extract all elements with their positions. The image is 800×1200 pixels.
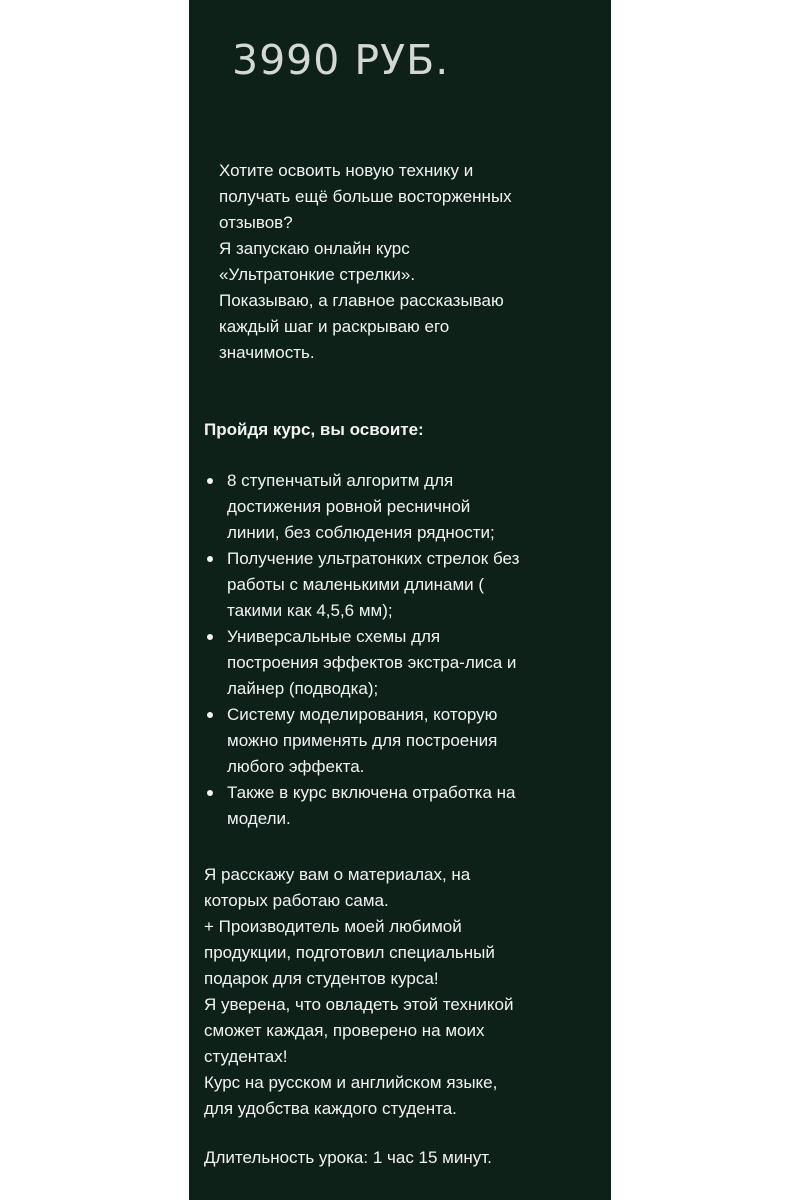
intro-line: Хотите освоить новую технику и <box>219 161 474 180</box>
intro-line: Я запускаю онлайн курс <box>219 239 410 258</box>
bullet-icon <box>207 712 213 718</box>
outro-line: Курс на русском и английском языке, <box>204 1073 498 1092</box>
outro-line: которых работаю сама. <box>204 891 389 910</box>
list-item-line: лайнер (подводка); <box>227 679 379 698</box>
course-benefits-list <box>204 468 599 832</box>
lesson-duration: Длительность урока: 1 час 15 минут. <box>204 1148 492 1167</box>
outro-line: продукции, подготовил специальный <box>204 943 495 962</box>
bullet-icon <box>207 634 213 640</box>
outro-text <box>204 862 599 1122</box>
outro-line: подарок для студентов курса! <box>204 969 439 988</box>
intro-line: значимость. <box>219 343 315 362</box>
list-item <box>204 546 599 624</box>
outro-line: для удобства каждого студента. <box>204 1099 457 1118</box>
outro-line: + Производитель моей любимой <box>204 917 462 936</box>
bullet-icon <box>207 556 213 562</box>
list-item-line: модели. <box>227 809 291 828</box>
intro-text <box>219 158 594 366</box>
intro-line: «Ультратонкие стрелки». <box>219 265 416 284</box>
list-item-line: такими как 4,5,6 мм); <box>227 601 393 620</box>
intro-line: получать ещё больше восторженных <box>219 187 512 206</box>
list-item <box>204 780 599 832</box>
bullet-icon <box>207 478 213 484</box>
list-item-line: Получение ультратонких стрелок без <box>227 549 520 568</box>
intro-line: Показываю, а главное рассказываю <box>219 291 504 310</box>
list-item-line: достижения ровной ресничной <box>227 497 471 516</box>
outro-line: сможет каждая, проверено на моих <box>204 1021 485 1040</box>
list-item-line: Систему моделирования, которую <box>227 705 498 724</box>
intro-line: каждый шаг и раскрываю его <box>219 317 450 336</box>
list-item-line: Универсальные схемы для <box>227 627 441 646</box>
list-item <box>204 702 599 780</box>
list-item-line: 8 ступенчатый алгоритм для <box>227 471 454 490</box>
price-title: 3990 РУБ. <box>232 36 450 84</box>
course-card <box>189 0 611 1200</box>
outro-line: Я уверена, что овладеть этой техникой <box>204 995 514 1014</box>
list-item <box>204 624 599 702</box>
list-item-line: построения эффектов экстра-лиса и <box>227 653 517 672</box>
list-item-line: работы с маленькими длинами ( <box>227 575 485 594</box>
list-item <box>204 468 599 546</box>
bullet-icon <box>207 790 213 796</box>
list-item-line: Также в курс включена отработка на <box>227 783 516 802</box>
course-benefits-heading: Пройдя курс, вы освоите: <box>204 420 424 439</box>
outro-line: Я расскажу вам о материалах, на <box>204 865 471 884</box>
list-item-line: линии, без соблюдения рядности; <box>227 523 495 542</box>
intro-line: отзывов? <box>219 213 293 232</box>
list-item-line: любого эффекта. <box>227 757 365 776</box>
list-item-line: можно применять для построения <box>227 731 498 750</box>
outro-line: студентах! <box>204 1047 288 1066</box>
